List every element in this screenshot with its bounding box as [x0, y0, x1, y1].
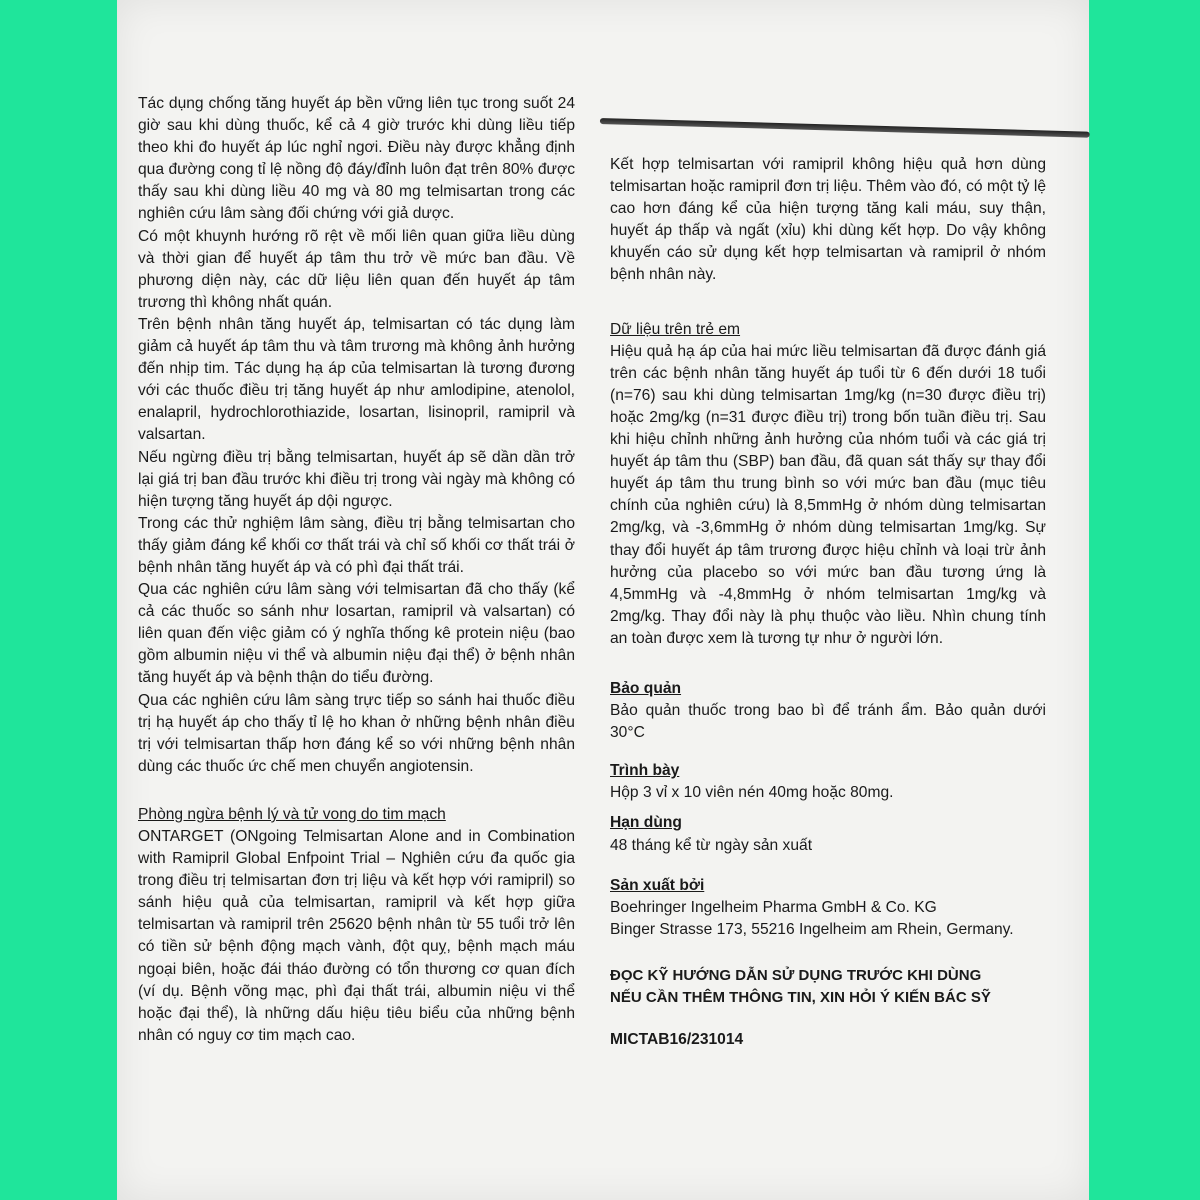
combination-paragraph: Kết hợp telmisartan với ramipril không hiệu quả hơn dùng telmisartan hoặc ramipril đơn trị liệu. Thêm vào đó, có một tỷ lệ cao hơn đáng kể của hiện tượng tăng kali máu, suy thận, huyết áp thấp và ngất (xỉu) khi dùng kết hợp. Do vậy không khuyến cáo sử dụng kết hợp telmisartan và ramipril ở nhóm bệnh nhân này.	[610, 156, 1046, 284]
paragraph: Trong các thử nghiệm lâm sàng, điều trị bằng telmisartan cho thấy giảm đáng kể khối cơ thất trái và chỉ số khối cơ thất trái ở bệnh nhân tăng huyết áp và có phì đại thất trái.	[138, 514, 575, 576]
storage-text: Bảo quản thuốc trong bao bì để tránh ẩm. Bảo quản dưới 30°C	[610, 702, 1046, 742]
manufacturer-name: Boehringer Ingelheim Pharma GmbH & Co. KG	[610, 898, 937, 916]
left-column	[138, 93, 575, 1047]
paragraph: Nếu ngừng điều trị bằng telmisartan, huyết áp sẽ dần dần trở lại giá trị ban đầu trước khi điều trị trong vài ngày mà không có hiện tượng tăng huyết áp dội ngược.	[138, 448, 575, 510]
manufacturer-heading: Sản xuất bởi	[610, 876, 705, 894]
paragraph: Có một khuynh hướng rõ rệt về mối liên quan giữa liều dùng và thời gian để huyết áp tâm thu trở về mức ban đầu. Về phương diện này, các dữ liệu liên quan đến huyết áp tâm trương thì không nhất quán.	[138, 227, 575, 311]
read-instructions-warning: ĐỌC KỸ HƯỚNG DẪN SỬ DỤNG TRƯỚC KHI DÙNG	[610, 966, 982, 984]
shelf-life-heading: Hạn dùng	[610, 814, 682, 832]
consult-doctor-warning: NẾU CẦN THÊM THÔNG TIN, XIN HỎI Ý KIẾN BÁC SỸ	[610, 989, 991, 1006]
pediatric-paragraph: Hiệu quả hạ áp của hai mức liều telmisartan đã được đánh giá trên các bệnh nhân tăng huyết áp tuổi từ 6 đến dưới 18 tuổi (n=76) sau khi dùng telmisartan 1mg/kg (n=30 được điều trị) hoặc 2mg/kg (n=31 được điều trị) trong bốn tuần điều trị. Sau khi hiệu chỉnh những ảnh hưởng của nhóm tuổi và các giá trị huyết áp tâm thu (SBP) ban đầu, đã quan sát thấy sự thay đổi huyết áp tâm thu trung bình so với mức ban đầu (mục tiêu chính của nghiên cứu) là 8,5mmHg ở nhóm dùng telmisartan 2mg/kg, và -3,6mmHg ở nhóm dùng telmisartan 1mg/kg. Sự thay đổi huyết áp tâm trương được hiệu chỉnh và loại trừ ảnh hưởng của placebo so với mức ban đầu tương ứng là 4,5mmHg và -4,8mmHg ở nhóm telmisartan 1mg/kg và 2mg/kg. Thay đổi này là phụ thuộc vào liều. Nhìn chung tính an toàn được xem là tương tự như ở người lớn.	[610, 342, 1046, 647]
manufacturer-address: Binger Strasse 173, 55216 Ingelheim am Rhein, Germany.	[610, 920, 1014, 938]
document-code: MICTAB16/231014	[610, 1031, 744, 1049]
shelf-life-text: 48 tháng kể từ ngày sản xuất	[610, 836, 813, 854]
paragraph: Tác dụng chống tăng huyết áp bền vững liên tục trong suốt 24 giờ sau khi dùng thuốc, kể cả 4 giờ trước khi dùng liều tiếp theo khi đo huyết áp lúc nghỉ ngơi. Điều này được khẳng định qua đường cong tỉ lệ nồng độ đáy/đỉnh luôn đạt trên 80% được thấy sau khi dùng liều 40 mg và 80 mg telmisartan trong các nghiên cứu lâm sàng đối chứng với giả dược.	[138, 95, 575, 223]
packaging-text: Hộp 3 vỉ x 10 viên nén 40mg hoặc 80mg.	[610, 784, 894, 802]
ontarget-paragraph: ONTARGET (ONgoing Telmisartan Alone and in Combination with Ramipril Global Enfpoint Trial – Nghiên cứu đa quốc gia trong điều trị telmisartan đơn trị liệu và kết hợp với ramipril) so sánh hiệu quả của telmisartan, ramipril và kết hợp giữa telmisartan và ramipril trên 25620 bệnh nhân từ 55 tuổi trở lên có tiền sử bệnh động mạch vành, đột quỵ, bệnh mạch máu ngoại biên, hoặc đái tháo đường có tổn thương cơ quan đích (ví dụ. Bệnh võng mạc, phì đại thất trái, albumin niệu vi thể hoặc đại thể), là những dấu hiệu tiêu biểu của những bệnh nhân có nguy cơ tim mạch cao.	[138, 828, 575, 1044]
storage-heading: Bảo quản	[610, 679, 682, 697]
packaging-heading: Trình bày	[610, 762, 680, 780]
cardiovascular-heading: Phòng ngừa bệnh lý và tử vong do tim mạch	[138, 805, 446, 823]
paragraph: Qua các nghiên cứu lâm sàng trực tiếp so sánh hai thuốc điều trị hạ huyết áp cho thấy tỉ lệ ho khan ở những bệnh nhân điều trị với telmisartan thấp hơn đáng kể so với những bệnh nhân dùng các thuốc ức chế men chuyển angiotensin.	[138, 691, 575, 775]
pediatric-heading: Dữ liệu trên trẻ em	[610, 320, 741, 338]
paragraph: Trên bệnh nhân tăng huyết áp, telmisartan có tác dụng làm giảm cả huyết áp tâm thu và tâm trương mà không ảnh hưởng đến nhịp tim. Tác dụng hạ áp của telmisartan là tương đương với các thuốc điều trị tăng huyết áp như amlodipine, atenolol, enalapril, hydrochlorothiazide, losartan, lisinopril, ramipril và valsartan.	[138, 315, 575, 444]
paragraph: Qua các nghiên cứu lâm sàng với telmisartan đã cho thấy (kể cả các thuốc so sánh như losartan, ramipril và valsartan) có liên quan đến việc giảm có ý nghĩa thống kê protein niệu (bao gồm albumin niệu vi thể và albumin niệu đại thể) ở bệnh nhân tăng huyết áp và bệnh thận do tiểu đường.	[138, 581, 575, 687]
right-column	[610, 154, 1046, 1051]
